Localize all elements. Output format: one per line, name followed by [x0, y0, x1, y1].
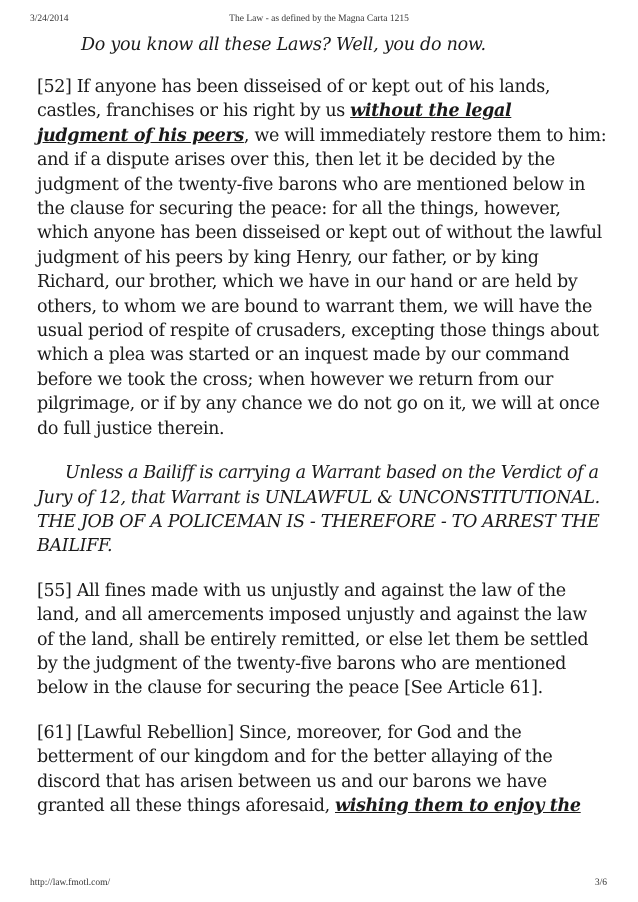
clause-61-text-pre: [61] [Lawful Rebellion] Since, moreover, for God and the betterment of our kingdom and for the better allaying of the discord that has arisen between us and our barons we have granted all these things aforesaid, [37, 722, 553, 816]
bailiff-note: Unless a Bailiff is carrying a Warrant based on the Verdict of a Jury of 12, that Warrant is UNLAWFUL & UNCONSTITUTIONAL. THE JOB OF A POLICEMAN IS - THEREFORE - TO ARREST THE BAILIFF. [37, 463, 600, 557]
clause-61-emphasis: wishing them to enjoy the [335, 795, 581, 816]
intro-heading: Do you know all these Laws? Well, you do now. [81, 35, 486, 55]
clause-61 [37, 721, 607, 819]
clause-52 [37, 75, 607, 441]
header-date: 3/24/2014 [30, 14, 69, 24]
clause-52-text-post: , we will immediately restore them to him: and if a dispute arises over this, then let it be decided by the judgment of the twenty-five barons who are mentioned below in the clause for securing the peace: for all the things, however, which anyone has been disseised or kept out of without the lawful judgment of his peers by king Henry, our father, or by king Richard, our brother, which we have in our hand or are held by others, to whom we are bound to warrant them, we will have the usual period of respite of crusaders, excepting those things about which a plea was started or an inquest made by our command before we took the cross; when however we return from our pilgrimage, or if by any chance we do not go on it, we will at once do full justice therein. [37, 125, 607, 439]
footer-url: http://law.fmotl.com/ [30, 878, 111, 888]
document-body [37, 33, 607, 838]
header-title: The Law - as defined by the Magna Carta 1215 [229, 14, 409, 24]
clause-52-text-pre: [52] If anyone has been disseised of or kept out of his lands, castles, franchises or his right by us [37, 77, 551, 122]
clause-52-emphasis: without the legal judgment of his peers [37, 101, 512, 146]
footer-page-number: 3/6 [594, 878, 607, 888]
clause-55: [55] All fines made with us unjustly and against the law of the land, and all amercements imposed unjustly and against the law of the land, shall be entirely remitted, or else let them be settled by the judgment of the twenty-five barons who are mentioned below in the clause for securing the peace [See Article 61]. [37, 580, 589, 699]
